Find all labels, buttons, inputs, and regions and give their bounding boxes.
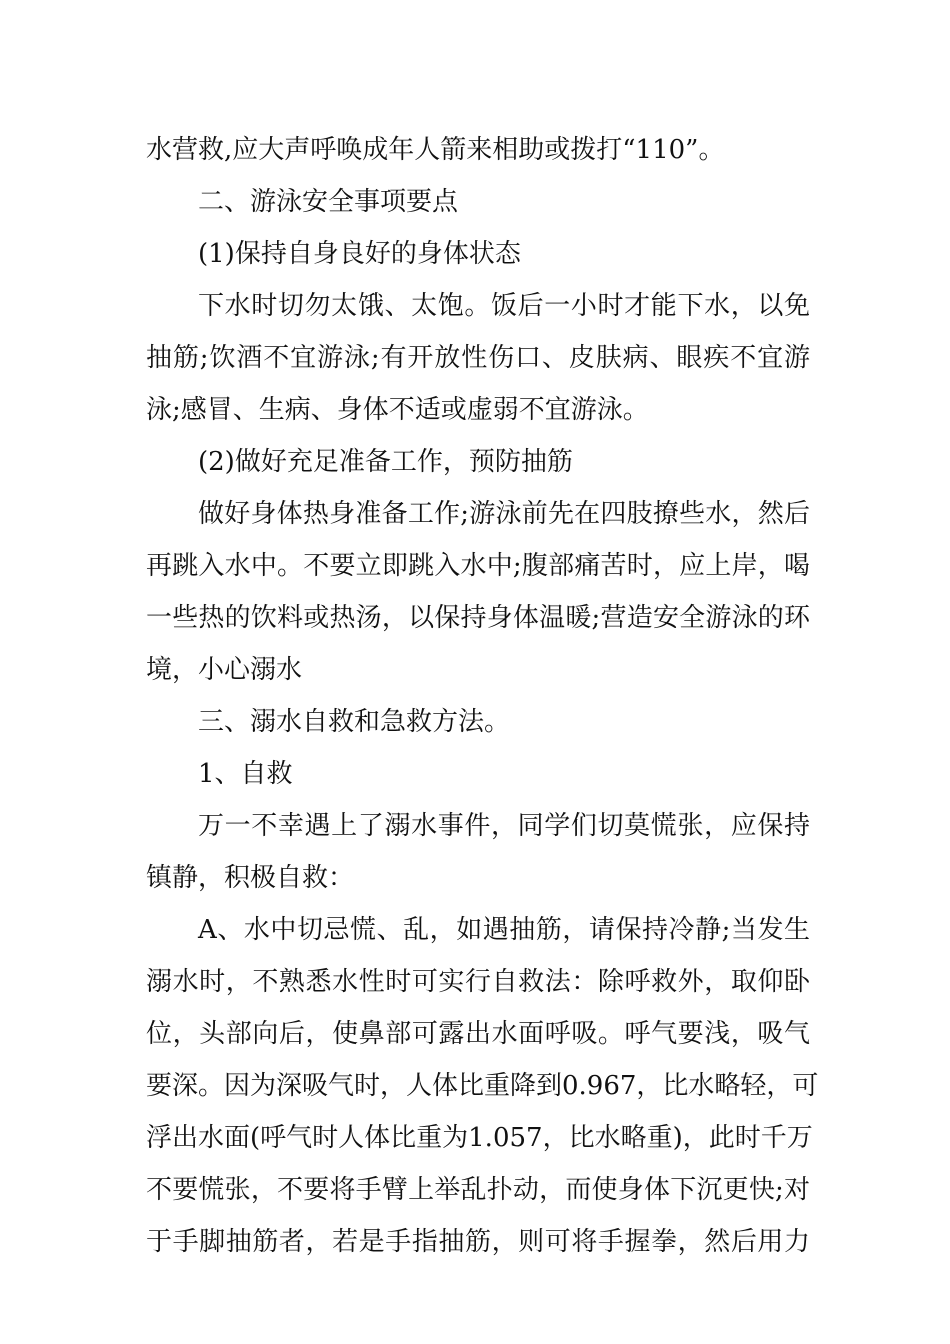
- body-text: [146, 124, 819, 1268]
- text-line: 一些热的饮料或热汤，以保持身体温暖;营造安全游泳的环: [146, 603, 810, 633]
- text-line: 镇静，积极自救：: [146, 863, 355, 893]
- text-line: A、水中切忌慌、乱，如遇抽筋，请保持冷静;当发生: [198, 915, 810, 945]
- text-line: 浮出水面(呼气时人体比重为1.057，比水略重)，此时千万: [146, 1123, 813, 1153]
- section-heading: 二、游泳安全事项要点: [198, 187, 459, 217]
- text-line: 下水时切勿太饿、太饱。饭后一小时才能下水，以免: [198, 291, 810, 321]
- subsection-heading: (1)保持自身良好的身体状态: [198, 239, 521, 269]
- section-heading: 三、溺水自救和急救方法。: [198, 707, 511, 737]
- text-line: 泳;感冒、生病、身体不适或虚弱不宜游泳。: [146, 395, 649, 425]
- text-line: 要深。因为深吸气时，人体比重降到0.967，比水略轻，可: [146, 1071, 819, 1101]
- text-line: 于手脚抽筋者，若是手指抽筋，则可将手握拳，然后用力: [146, 1227, 810, 1257]
- text-line: 抽筋;饮酒不宜游泳;有开放性伤口、皮肤病、眼疾不宜游: [146, 343, 810, 373]
- text-line: 溺水时，不熟悉水性时可实行自救法：除呼救外，取仰卧: [146, 967, 810, 997]
- subsection-heading: (2)做好充足准备工作，预防抽筋: [198, 447, 573, 477]
- subsection-heading: 1、自救: [198, 759, 293, 789]
- text-line: 做好身体热身准备工作;游泳前先在四肢撩些水，然后: [198, 499, 810, 529]
- text-line: 万一不幸遇上了溺水事件，同学们切莫慌张，应保持: [198, 811, 810, 841]
- text-line: 位，头部向后，使鼻部可露出水面呼吸。呼气要浅，吸气: [146, 1019, 810, 1049]
- text-line: 再跳入水中。不要立即跳入水中;腹部痛苦时，应上岸，喝: [146, 551, 810, 581]
- text-line: 不要慌张，不要将手臂上举乱扑动，而使身体下沉更快;对: [146, 1175, 810, 1205]
- text-line: 水营救,应大声呼唤成年人箭来相助或拨打“110”。: [146, 135, 725, 165]
- text-line: 境，小心溺水: [146, 655, 303, 685]
